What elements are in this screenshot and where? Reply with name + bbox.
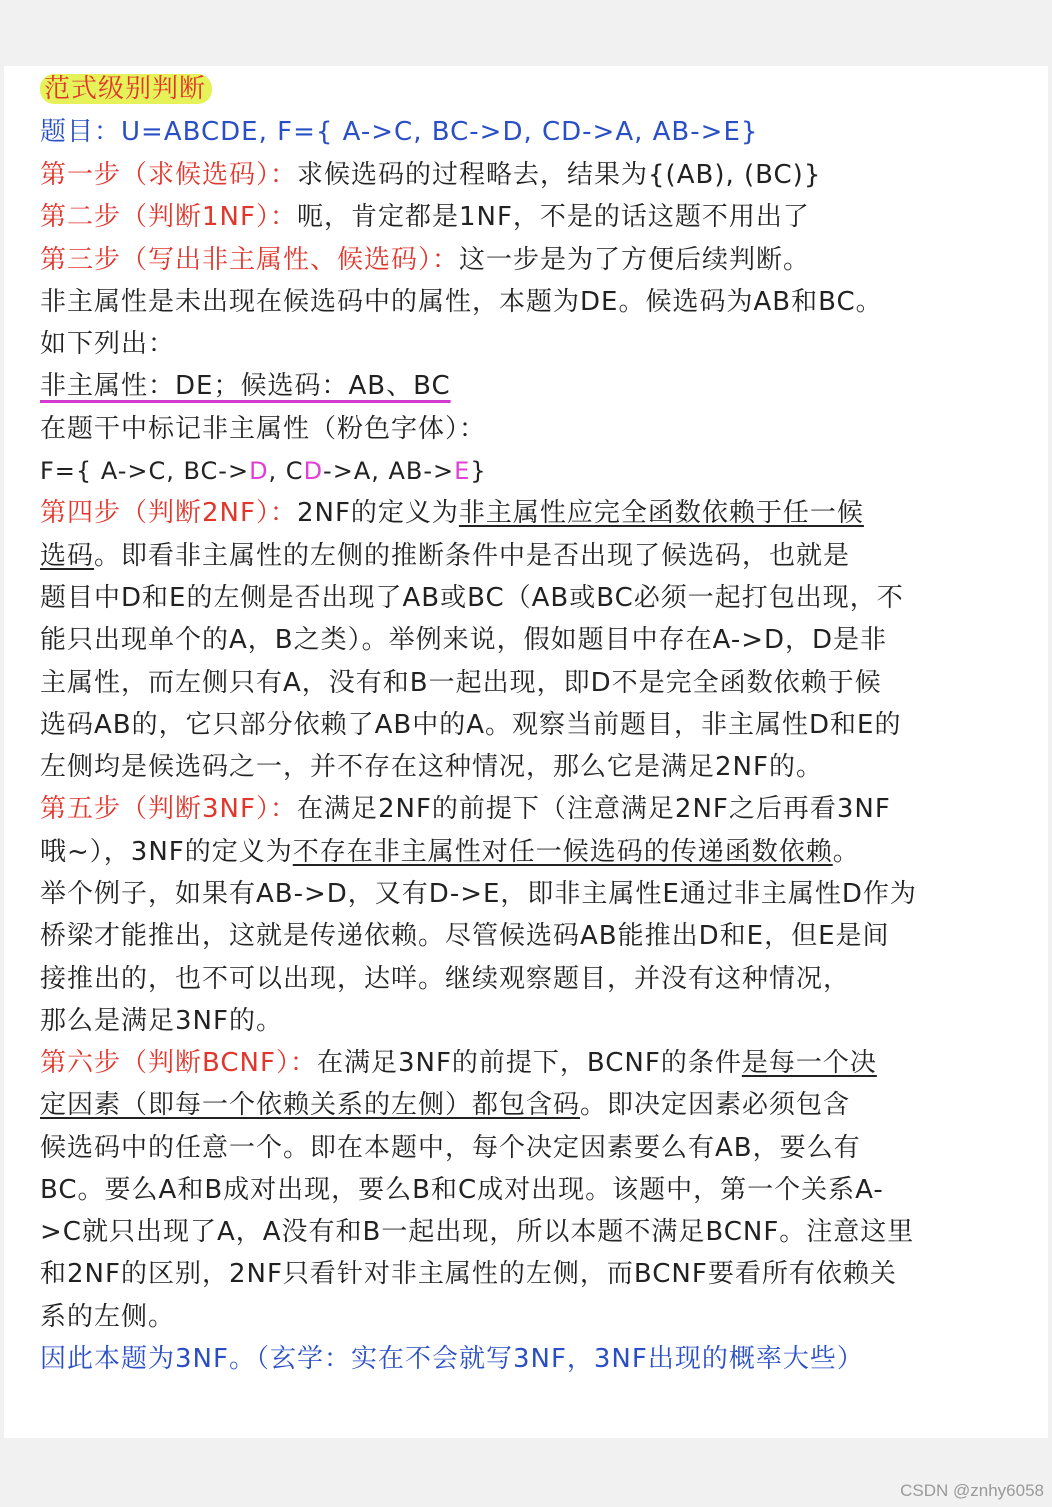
step1-label: 第一步（求候选码）： — [40, 160, 298, 190]
step5-line3: 举个例子，如果有AB->D，又有D->E，即非主属性E通过非主属性D作为 — [40, 879, 917, 909]
step6-line3: 候选码中的任意一个。即在本题中，每个决定因素要么有AB，要么有 — [40, 1133, 861, 1163]
step1-text: 求候选码的过程略去，结果为{(AB), (BC)} — [297, 160, 822, 190]
step5-text: 。 — [832, 837, 860, 867]
step1-line — [40, 158, 821, 192]
marked-attr-d: D — [303, 457, 324, 485]
summary-line — [40, 369, 451, 403]
title-row — [40, 72, 212, 106]
step6-definition-end: 定因素（即每一个依赖关系的左侧）都包含码 — [40, 1090, 581, 1120]
step6-line4: BC。要么A和B成对出现，要么B和C成对出现。该题中，第一个关系A- — [40, 1175, 884, 1205]
page-title: 范式级别判断 — [40, 74, 212, 104]
step4-line5: 主属性，而左侧只有A，没有和B一起出现，即D不是完全函数依赖于候 — [40, 668, 882, 698]
step4-line7: 左侧均是候选码之一，并不存在这种情况，那么它是满足2NF的。 — [40, 752, 823, 782]
step4-line1 — [40, 496, 864, 530]
marked-part: F={ A->C, BC-> — [40, 457, 250, 485]
step4-definition: 非主属性应完全函数依赖于任一候 — [458, 498, 864, 528]
marked-part: } — [470, 457, 487, 485]
step2-text: 呃，肯定都是1NF，不是的话这题不用出了 — [296, 202, 810, 232]
problem-text: U=ABCDE, F={ A->C, BC->D, CD->A, AB->E} — [121, 117, 759, 147]
step5-line1 — [40, 792, 891, 826]
step5-text: 在满足2NF的前提下（注意满足2NF之后再看3NF — [296, 794, 891, 824]
step3-line2: 非主属性是未出现在候选码中的属性，本题为DE。候选码为AB和BC。 — [40, 287, 883, 317]
marked-attr-d: D — [249, 457, 269, 485]
marked-dependencies — [40, 454, 487, 488]
marked-attr-e: E — [454, 457, 471, 485]
step3-label: 第三步（写出非主属性、候选码）： — [40, 245, 460, 275]
non-prime-summary: 非主属性：DE；候选码：AB、BC — [40, 371, 451, 401]
marked-part: , C — [268, 457, 304, 485]
problem-line — [40, 115, 758, 149]
step5-text: 哦~），3NF的定义为 — [40, 837, 293, 867]
mark-note: 在题干中标记非主属性（粉色字体）： — [40, 414, 487, 444]
step5-line2 — [40, 835, 860, 869]
step3-line3: 如下列出： — [40, 329, 176, 359]
step6-line5: >C就只出现了A，A没有和B一起出现，所以本题不满足BCNF。注意这里 — [40, 1217, 915, 1247]
step6-definition: 是每一个决 — [741, 1048, 877, 1078]
step6-text: 在满足3NF的前提下，BCNF的条件 — [316, 1048, 742, 1078]
step6-label: 第六步（判断BCNF）： — [40, 1048, 317, 1078]
step4-text: 2NF的定义为 — [296, 498, 459, 528]
step4-line4: 能只出现单个的A，B之类）。举例来说，假如题目中存在A->D，D是非 — [40, 625, 888, 655]
csdn-watermark: CSDN @znhy6058 — [900, 1481, 1044, 1500]
step2-label: 第二步（判断1NF）： — [40, 202, 297, 232]
step6-line6: 和2NF的区别，2NF只看针对非主属性的左侧，而BCNF要看所有依赖关 — [40, 1259, 897, 1289]
step5-label: 第五步（判断3NF）： — [40, 794, 297, 824]
step4-text: 。即看非主属性的左侧的推断条件中是否出现了候选码，也就是 — [94, 541, 851, 571]
step4-definition-end: 选码 — [40, 541, 95, 571]
step3-line — [40, 243, 810, 277]
step3-text: 这一步是为了方便后续判断。 — [459, 245, 811, 275]
step4-line2 — [40, 539, 850, 573]
step5-line5: 接推出的，也不可以出现，达咩。继续观察题目，并没有这种情况， — [40, 964, 851, 994]
marked-part: ->A, AB-> — [323, 457, 455, 485]
step5-line4: 桥梁才能推出，这就是传递依赖。尽管候选码AB能推出D和E，但E是间 — [40, 921, 890, 951]
step4-label: 第四步（判断2NF）： — [40, 498, 297, 528]
step4-line6: 选码AB的，它只部分依赖了AB中的A。观察当前题目，非主属性D和E的 — [40, 710, 902, 740]
step6-line2 — [40, 1088, 850, 1122]
step5-line6: 那么是满足3NF的。 — [40, 1006, 283, 1036]
step6-line7: 系的左侧。 — [40, 1302, 176, 1332]
problem-prefix: 题目： — [40, 117, 122, 147]
step2-line — [40, 200, 810, 234]
step5-definition: 不存在非主属性对任一候选码的传递函数依赖 — [292, 837, 833, 867]
step6-text: 。即决定因素必须包含 — [580, 1090, 851, 1120]
note-page — [4, 66, 1048, 1438]
step6-line1 — [40, 1046, 877, 1080]
step4-line3: 题目中D和E的左侧是否出现了AB或BC（AB或BC必须一起打包出现，不 — [40, 583, 904, 613]
conclusion: 因此本题为3NF。（玄学：实在不会就写3NF，3NF出现的概率大些） — [40, 1344, 864, 1374]
